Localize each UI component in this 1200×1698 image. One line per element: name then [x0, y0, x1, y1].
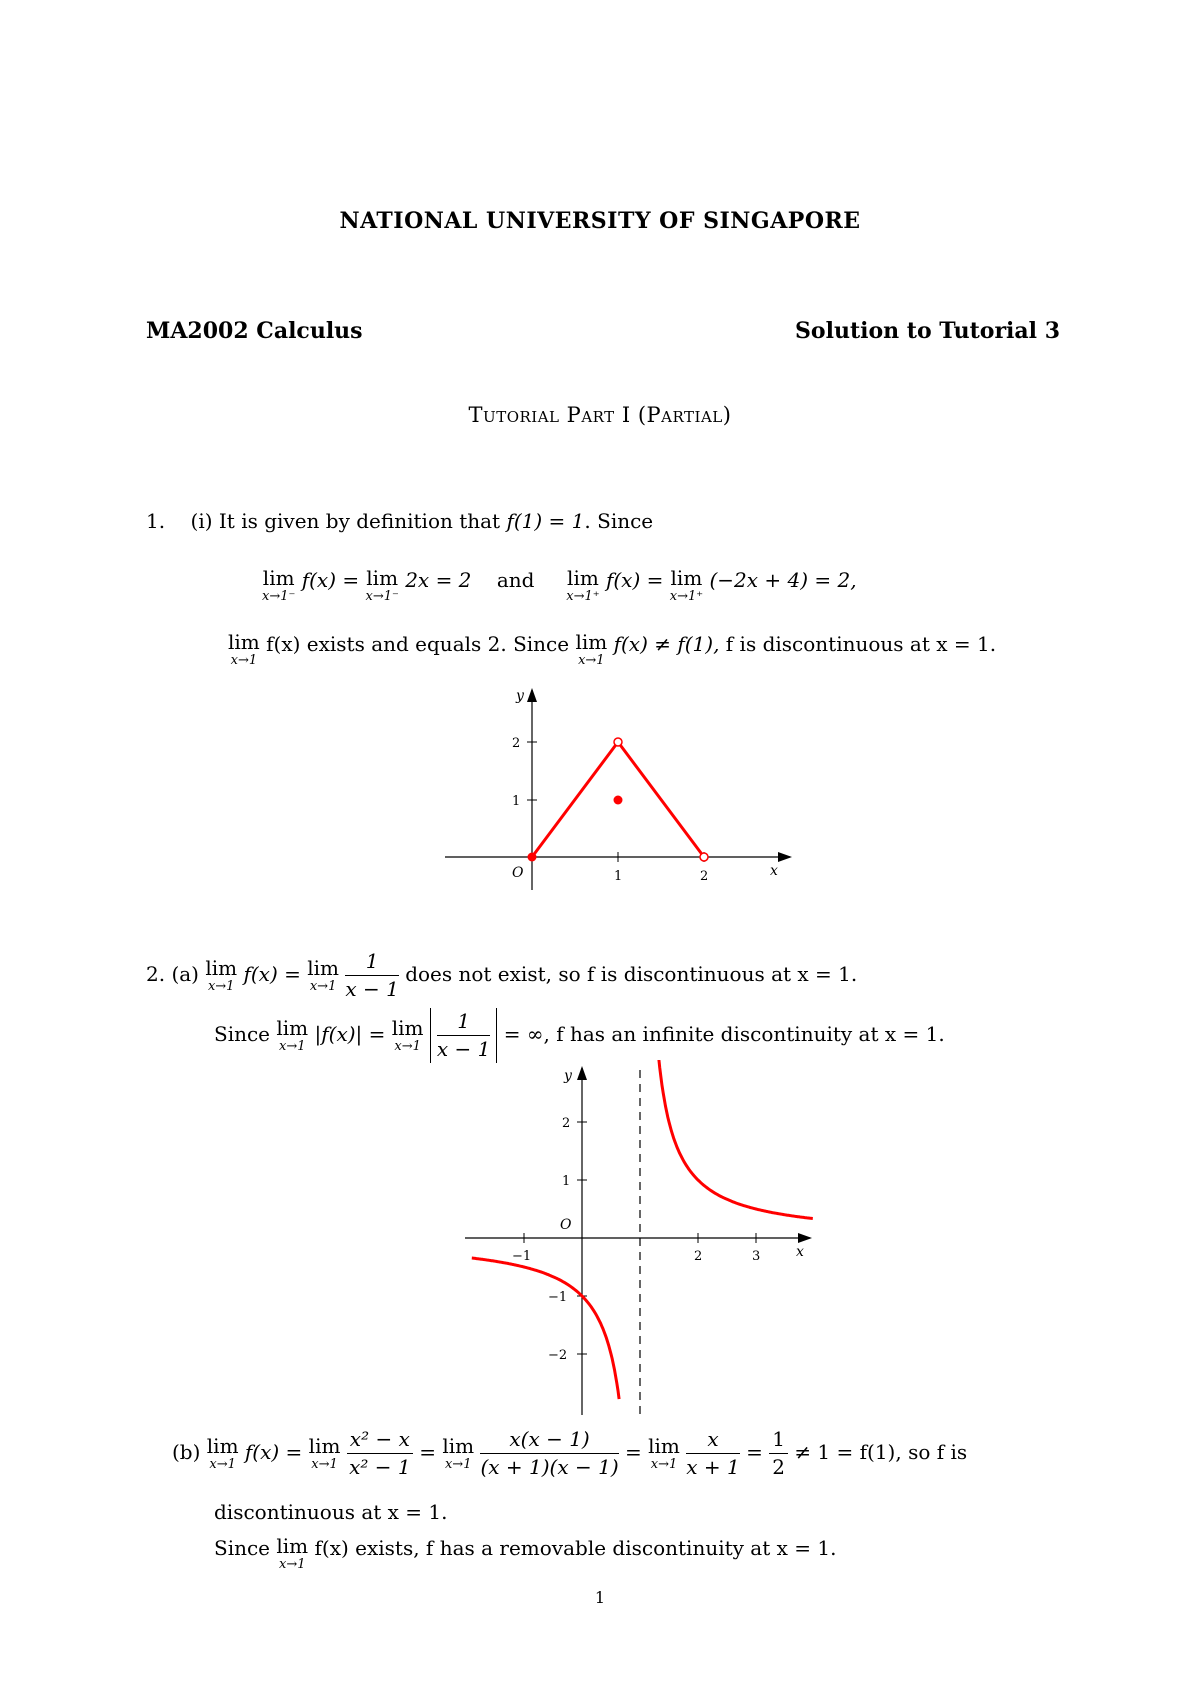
- q2a-x-arrow: [798, 1233, 812, 1243]
- q1-right-expr: (−2x + 4) = 2,: [709, 568, 857, 592]
- q2a-inf-text: = ∞, f has an infinite discontinuity at x = 1.: [503, 1022, 945, 1046]
- q2b-lim-2: lim x→1: [308, 1434, 341, 1472]
- q2a-abs-fraction: $\frac{1}{x - 1}$: [436, 1009, 491, 1061]
- q2a-x-label: x: [796, 1244, 804, 1260]
- q2b-fraction-2: $\frac{x(x - 1)}{(x + 1)(x - 1)}$: [480, 1427, 619, 1479]
- q2a-line-1: [146, 950, 857, 1001]
- q2a-lim-3: lim x→1: [276, 1016, 309, 1054]
- q1-number: 1.: [146, 509, 166, 533]
- q1-limits-line: [262, 568, 857, 603]
- q2a-lim-2: lim x→1: [307, 956, 339, 994]
- q1-lim-plain-2: lim x→1: [575, 630, 608, 668]
- q2b-label: (b): [172, 1440, 201, 1464]
- q1-fx-right: f(x) =: [605, 568, 664, 592]
- q2b-line-3: [214, 1536, 836, 1571]
- q2a-lim-1: lim x→1: [205, 956, 238, 994]
- q2a-y-label: y: [564, 1068, 572, 1084]
- q1-x-label: x: [770, 863, 778, 879]
- q1-y-label: y: [516, 688, 524, 704]
- q1-part: (i): [190, 509, 213, 533]
- q2a-y-tick-neg2: −2: [548, 1348, 568, 1363]
- q1-lim-right-2: lim x→1⁺: [669, 566, 704, 604]
- q1-x-tick-2: 2: [700, 869, 709, 884]
- q2a-x-tick-2: 2: [694, 1249, 703, 1264]
- q2b-line-2: [214, 1500, 447, 1524]
- q2a-abs-fx: |f(x)| =: [314, 1022, 386, 1046]
- q2a-fraction: $\frac{1}{x - 1}$: [345, 949, 399, 1001]
- q2b-exists-text: f(x) exists, f has a removable discontinuity at x = 1.: [314, 1536, 837, 1560]
- q2b-line-1: (b) lim x→1 f(x) = lim x→1 $\frac{\text{x² − x}}{\text{x² − 1}}$ = lim x→1 $\frac{x(x - 1)}{(x + 1)(x - 1)}$ = lim x→1 $\frac{x}{x + 1}$ = $\frac{1}{2}$ ≠ 1 = f(1), so f is: [172, 1427, 968, 1479]
- q2a-x-tick-neg1: −1: [512, 1249, 532, 1264]
- q1-graph: [440, 680, 800, 900]
- q1-lim-right: lim x→1⁺: [566, 566, 600, 604]
- q1-origin-label: O: [512, 865, 524, 881]
- q1-and: and: [496, 568, 535, 592]
- q1-open-point-peak: [614, 738, 622, 746]
- q1-x-tick-1: 1: [614, 869, 623, 884]
- q1-neq-expr: f(x) ≠ f(1),: [613, 632, 720, 656]
- q1-filled-point-f1: [614, 796, 623, 805]
- q2a-label: 2. (a): [146, 962, 199, 986]
- q2a-abs-bars: [430, 1008, 497, 1063]
- q2b-cont-text: discontinuous at x = 1.: [214, 1500, 448, 1524]
- q2a-fx: f(x) =: [243, 962, 301, 986]
- q2b-since: Since: [214, 1536, 271, 1560]
- q1-exists-text: f(x) exists and equals 2. Since: [266, 632, 570, 656]
- q1-y-tick-2: 2: [512, 736, 521, 751]
- q2a-y-tick-neg1: −1: [548, 1290, 568, 1305]
- q1-fx-left: f(x) =: [301, 568, 360, 592]
- q2a-dne-text: does not exist, so f is discontinuous at x = 1.: [405, 962, 858, 986]
- page-number: 1: [594, 1588, 606, 1607]
- q1-open-point-end: [700, 853, 708, 861]
- q1-y-tick-1: 1: [512, 794, 521, 809]
- q1-lim-left: lim x→1⁻: [262, 566, 296, 604]
- q2b-fraction-1: $\frac{\text{x² − x}}{\text{x² − 1}}$: [347, 1428, 413, 1479]
- q2a-origin-label: O: [560, 1217, 572, 1233]
- q2a-y-tick-1: 1: [562, 1174, 571, 1189]
- q2a-left-branch: [472, 1258, 619, 1399]
- q1-since: Since: [597, 509, 654, 533]
- section-title: Tutorial Part I (Partial): [468, 403, 732, 427]
- q2a-x-tick-3: 3: [752, 1249, 761, 1264]
- q1-x-arrow: [778, 852, 792, 862]
- q2a-line-2: [214, 1008, 945, 1063]
- q1-left-expr: 2x = 2: [405, 568, 472, 592]
- q1-lim-left-2: lim x→1⁻: [365, 566, 399, 604]
- q2a-since: Since: [214, 1022, 271, 1046]
- q1-y-arrow: [527, 688, 537, 702]
- q2b-fx: f(x) =: [244, 1440, 303, 1464]
- q2b-neq-text: ≠ 1 = f(1), so f is: [794, 1440, 968, 1464]
- q2b-lim-5: lim x→1: [276, 1534, 309, 1572]
- q1-intro-text: It is given by definition that: [218, 509, 501, 533]
- university-title: NATIONAL UNIVERSITY OF SINGAPORE: [339, 208, 861, 234]
- q1-filled-point-origin: [528, 853, 537, 862]
- q1-f1-expr: f(1) = 1: [506, 509, 585, 533]
- q2b-fraction-3: $\frac{x}{x + 1}$: [686, 1427, 740, 1479]
- q1-conclusion: f is discontinuous at x = 1.: [725, 632, 997, 656]
- q1-intro-line: 1. (i) It is given by definition that f(1) = 1. Since: [146, 509, 654, 533]
- q1-lim-plain: lim x→1: [228, 630, 260, 668]
- q2b-lim-1: lim x→1: [206, 1434, 239, 1472]
- q2a-y-tick-2: 2: [562, 1116, 571, 1131]
- q1-conclusion-line: [228, 632, 996, 667]
- q2a-graph: [460, 1060, 820, 1420]
- document-title: Solution to Tutorial 3: [795, 318, 1060, 344]
- q2a-y-arrow: [577, 1066, 587, 1080]
- q2a-right-branch: [647, 1060, 813, 1219]
- q2a-lim-4: lim x→1: [391, 1016, 424, 1054]
- q2b-lim-3: lim x→1: [442, 1434, 475, 1472]
- q2b-lim-4: lim x→1: [648, 1434, 680, 1472]
- course-title: MA2002 Calculus: [146, 318, 363, 344]
- q2b-fraction-4: $\frac{1}{2}$: [769, 1428, 788, 1479]
